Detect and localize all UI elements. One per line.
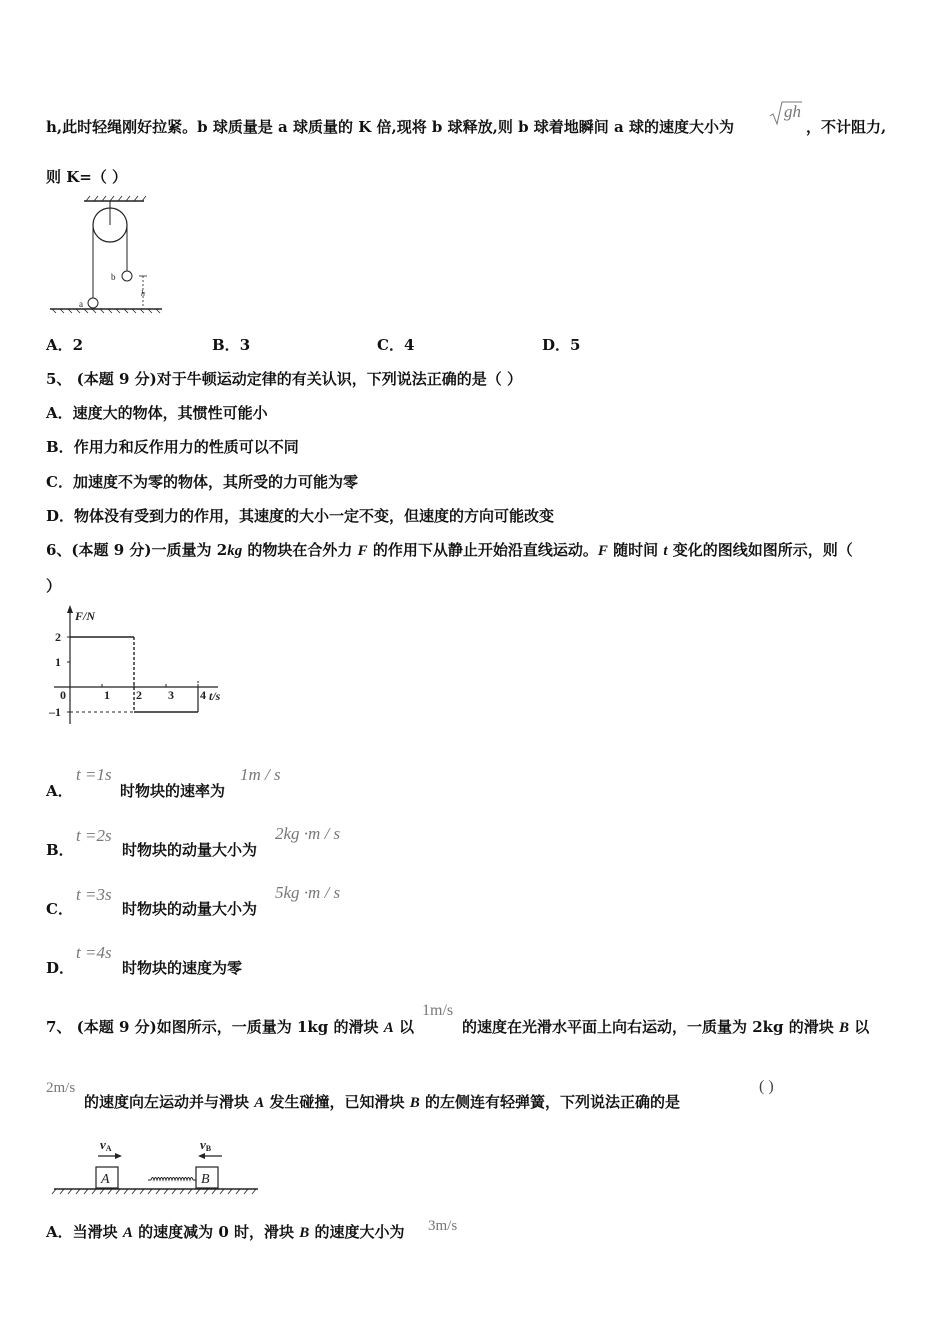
option-letter: D． bbox=[46, 959, 75, 977]
q7-option-a bbox=[46, 1221, 404, 1242]
y-axis-label: F/N bbox=[75, 609, 96, 623]
q6-option-b-text: 时物块的动量大小为 bbox=[122, 841, 258, 859]
label-vA: vA bbox=[100, 1137, 112, 1153]
option-letter: A． bbox=[46, 782, 73, 800]
option-text: 作用力和反作用力的性质可以不同 bbox=[73, 438, 299, 456]
q7-stem-part: 7、 (本题 9 分)如图所示，一质量为 1kg 的滑块 bbox=[46, 1018, 384, 1036]
option-letter: D． bbox=[542, 336, 571, 354]
y-tick-label: 2 bbox=[55, 630, 61, 644]
q4-option-c bbox=[377, 334, 414, 355]
q7-figure bbox=[50, 1132, 262, 1204]
q4-option-a bbox=[46, 334, 83, 355]
q7-option-a-val: 3m/s bbox=[428, 1218, 458, 1234]
option-text: 加速度不为零的物体，其所受的力可能为零 bbox=[72, 473, 358, 491]
q7-var-B: B bbox=[839, 1020, 850, 1036]
pulley-diagram bbox=[46, 195, 166, 315]
q5-option-c bbox=[46, 471, 358, 492]
collision-diagram bbox=[50, 1132, 262, 1200]
option-text: 当滑块 bbox=[72, 1223, 123, 1241]
x-tick-label: 0 bbox=[60, 688, 66, 702]
q7-stem-line1b bbox=[462, 1016, 869, 1037]
q7-var-A: A bbox=[254, 1095, 265, 1111]
q6-option-a-val: 1m / s bbox=[240, 765, 281, 784]
x-axis-label: t/s bbox=[209, 689, 221, 703]
q6-stem-F: F bbox=[357, 543, 368, 559]
q6-option-c bbox=[46, 898, 73, 919]
q4-line1 bbox=[46, 116, 734, 137]
option-letter: A． bbox=[46, 1223, 73, 1241]
option-text: 速度大的物体，其惯性可能小 bbox=[72, 404, 268, 422]
q5-option-d bbox=[46, 505, 554, 526]
option-text: 物体没有受到力的作用，其速度的大小一定不变，但速度的方向可能改变 bbox=[74, 507, 555, 525]
x-tick-label: 2 bbox=[136, 688, 142, 702]
q6-stem-F: F bbox=[597, 543, 608, 559]
q4-option-b bbox=[212, 334, 250, 355]
q6-stem-line2: ） bbox=[46, 577, 62, 595]
q6-stem-part: 的物块在合外力 bbox=[242, 541, 358, 559]
q6-stem bbox=[46, 539, 853, 560]
option-text: 3 bbox=[239, 336, 251, 354]
q6-stem-t: t bbox=[663, 543, 668, 559]
y-tick-label: –1 bbox=[49, 705, 61, 719]
q6-option-c-text: 时物块的动量大小为 bbox=[122, 900, 258, 918]
option-letter: D． bbox=[46, 507, 75, 525]
block-b-label: B bbox=[201, 1172, 210, 1187]
q5-option-b bbox=[46, 436, 299, 457]
option-text: 的速度大小为 bbox=[309, 1223, 405, 1241]
q7-var-A: A bbox=[383, 1020, 394, 1036]
q5-option-a bbox=[46, 402, 268, 423]
option-letter: A． bbox=[46, 404, 73, 422]
q7-answer-paren: ( ) bbox=[759, 1078, 774, 1095]
arrow-right-icon bbox=[115, 1153, 122, 1159]
q6-option-d-cond: t =4s bbox=[76, 943, 112, 962]
block-a-label: A bbox=[101, 1172, 110, 1187]
label-a: a bbox=[79, 299, 83, 309]
q4-line1-end: ，不计阻力, bbox=[806, 118, 887, 136]
option-letter: C． bbox=[377, 336, 404, 354]
q6-option-a-text: 时物块的速率为 bbox=[120, 782, 226, 800]
option-letter: C． bbox=[46, 900, 73, 918]
q7-var-B: B bbox=[299, 1225, 310, 1241]
q4-sqrt bbox=[768, 100, 804, 130]
x-tick-label: 3 bbox=[168, 688, 174, 702]
y-tick-label: 1 bbox=[55, 655, 61, 669]
q6-option-a-cond: t =1s bbox=[76, 765, 112, 784]
q6-option-d-text: 时物块的速度为零 bbox=[122, 959, 243, 977]
q6-stem-part: 6、(本题 9 分)一质量为 2 bbox=[46, 541, 228, 559]
q6-stem-kg: kg bbox=[227, 543, 243, 559]
option-letter: B． bbox=[46, 438, 74, 456]
label-h: h bbox=[141, 289, 145, 298]
option-letter: A． bbox=[46, 336, 73, 354]
q4-line2: 则 K=（ ） bbox=[46, 168, 128, 186]
x-tick-label: 4 bbox=[200, 688, 206, 702]
option-letter: B． bbox=[212, 336, 240, 354]
q4-option-d bbox=[542, 334, 580, 355]
q7-stem-part: 的左侧连有轻弹簧，下列说法正确的是 bbox=[419, 1093, 680, 1111]
pulley-figure bbox=[46, 195, 166, 319]
q6-option-d bbox=[46, 957, 74, 978]
q7-var-A: A bbox=[122, 1225, 133, 1241]
q6-option-c-cond: t =3s bbox=[76, 885, 112, 904]
option-text: 5 bbox=[570, 336, 581, 354]
q5-stem: 5、 (本题 9 分)对于牛顿运动定律的有关认识，下列说法正确的是（ ） bbox=[46, 370, 522, 388]
force-time-chart bbox=[46, 602, 236, 727]
q7-var-B: B bbox=[409, 1095, 420, 1111]
q7-stem-part: 的速度在光滑水平面上向右运动，一质量为 2kg 的滑块 bbox=[462, 1018, 839, 1036]
q7-vB-value: 2m/s bbox=[46, 1080, 76, 1096]
q7-stem-line1 bbox=[46, 1016, 414, 1037]
q6-stem-part: 随时间 bbox=[607, 541, 664, 559]
spring bbox=[148, 1178, 196, 1181]
option-text: 4 bbox=[403, 336, 415, 354]
option-letter: C． bbox=[46, 473, 73, 491]
q4-sqrt-expr: gh bbox=[784, 102, 801, 121]
option-text: 的速度减为 0 时，滑块 bbox=[132, 1223, 300, 1241]
q6-option-c-val: 5kg ·m / s bbox=[275, 883, 341, 902]
q6-graph bbox=[46, 602, 236, 731]
q6-option-b bbox=[46, 839, 74, 860]
q7-stem-part: 发生碰撞，已知滑块 bbox=[264, 1093, 410, 1111]
q7-stem-part: 以 bbox=[393, 1018, 414, 1036]
q6-option-b-val: 2kg ·m / s bbox=[275, 824, 341, 843]
label-vB: vB bbox=[200, 1137, 212, 1153]
q7-stem-part: 的速度向左运动并与滑块 bbox=[84, 1093, 255, 1111]
q7-stem-line2 bbox=[84, 1091, 680, 1112]
q6-option-a bbox=[46, 780, 73, 801]
arrow-left-icon bbox=[198, 1153, 205, 1159]
label-b: b bbox=[111, 272, 116, 282]
q7-stem-part: 以 bbox=[849, 1018, 870, 1036]
q6-stem-part: 变化的图线如图所示，则（ bbox=[667, 541, 853, 559]
option-text: 2 bbox=[72, 336, 84, 354]
q7-vA-value: 1m/s bbox=[422, 1002, 454, 1019]
option-letter: B． bbox=[46, 841, 74, 859]
q6-option-b-cond: t =2s bbox=[76, 826, 112, 845]
q6-stem-part: 的作用下从静止开始沿直线运动。 bbox=[367, 541, 598, 559]
q4-line1-text: h,此时轻绳刚好拉紧。b 球质量是 a 球质量的 K 倍,现将 b 球释放,则 b 球着地瞬间 a 球的速度大小为 bbox=[46, 118, 734, 136]
x-tick-label: 1 bbox=[104, 688, 110, 702]
